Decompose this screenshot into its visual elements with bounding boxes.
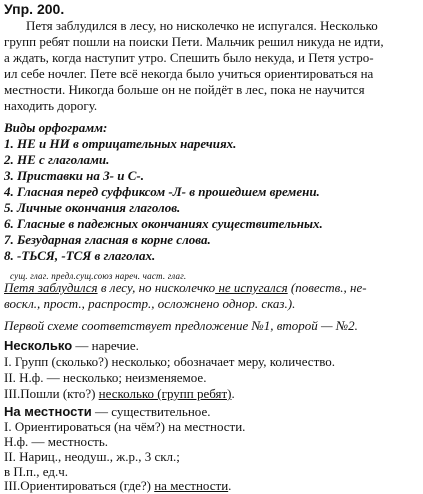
mestnosti-iii-text: III.Ориентироваться (где?) — [4, 478, 155, 493]
parse-word: в лесу, — [97, 280, 136, 295]
parse-predicate: не испугался — [215, 280, 288, 295]
orthogram-item: 8. -ТЬСЯ, -ТСЯ в глаголах. — [4, 248, 156, 263]
mestnosti-iii — [4, 478, 231, 494]
nieskolko-iii-underlined: несколько (групп ребят) — [98, 386, 232, 401]
nieskolko-i: I. Групп (сколько?) несколько; обозначает меру, количество. — [4, 354, 336, 369]
paragraph-line-4: ил себе ночлег. Пете всё некогда было учиться ориентироваться на — [4, 66, 374, 81]
orthogram-item: 5. Личные окончания глаголов. — [4, 200, 181, 215]
mestnosti-word: На местности — [4, 404, 92, 419]
nieskolko-word: Несколько — [4, 338, 73, 353]
paragraph-line-3: а ждать, когда наступит утро. Спешить было некуда, и Петя устро- — [4, 50, 374, 65]
mestnosti-ii-2: в П.п., ед.ч. — [4, 464, 68, 479]
mestnosti-i-1: I. Ориентироваться (на чём?) на местности. — [4, 419, 246, 434]
orthogram-item: 3. Приставки на З- и С-. — [4, 168, 144, 183]
orthogram-item: 7. Безударная гласная в корне слова. — [4, 232, 211, 247]
orthogram-item: 6. Гласные в падежных окончаниях существительных. — [4, 216, 323, 231]
paragraph-line-5: местности. Никогда больше он не пойдёт в лес, пока не научится — [4, 82, 365, 97]
scheme-line: Первой схеме соответствует предложение №1, второй — №2. — [4, 318, 358, 333]
parse-conjunction: но — [135, 280, 152, 295]
orthogram-item: 2. НЕ с глаголами. — [4, 152, 110, 167]
nieskolko-iii — [4, 386, 235, 402]
nieskolko-ii: II. Н.ф. — несколько; неизменяемое. — [4, 370, 207, 385]
mestnosti-heading — [4, 404, 210, 420]
paragraph-line-1: Петя заблудился в лесу, но нисколечко не испугался. Несколько — [26, 18, 378, 33]
nieskolko-heading — [4, 338, 139, 354]
parse-characteristic: (повеств., не- — [287, 280, 367, 295]
paragraph-line-6: находить дорогу. — [4, 98, 98, 113]
exercise-title: Упр. 200. — [4, 1, 65, 17]
paragraph-line-2: групп ребят пошли на поиски Пети. Мальчик решил никуда не идти, — [4, 34, 384, 49]
parse-subject: Петя — [4, 280, 35, 295]
parse-line-2: воскл., прост., распростр., осложнено однор. сказ.). — [4, 296, 296, 311]
parse-labels: сущ. глаг. предл.сущ.союз нареч. част. глаг. — [10, 271, 187, 281]
mestnosti-iii-end: . — [228, 478, 232, 493]
mestnosti-i-2: Н.ф. — местность. — [4, 434, 108, 449]
nieskolko-pos: — наречие. — [72, 338, 139, 353]
orthograms-heading: Виды орфограмм: — [4, 120, 108, 135]
orthogram-item: 4. Гласная перед суффиксом -Л- в прошедшем времени. — [4, 184, 320, 199]
parse-sentence — [4, 280, 367, 296]
mestnosti-iii-underlined: на местности — [154, 478, 229, 493]
orthogram-item: 1. НЕ и НИ в отрицательных наречиях. — [4, 136, 237, 151]
nieskolko-iii-text: III.Пошли (кто?) — [4, 386, 99, 401]
nieskolko-iii-end: . — [231, 386, 235, 401]
mestnosti-pos: — существительное. — [91, 404, 211, 419]
parse-predicate: заблудился — [34, 280, 98, 295]
mestnosti-ii-1: II. Нариц., неодуш., ж.р., 3 скл.; — [4, 449, 180, 464]
parse-word: нисколечко — [151, 280, 216, 295]
